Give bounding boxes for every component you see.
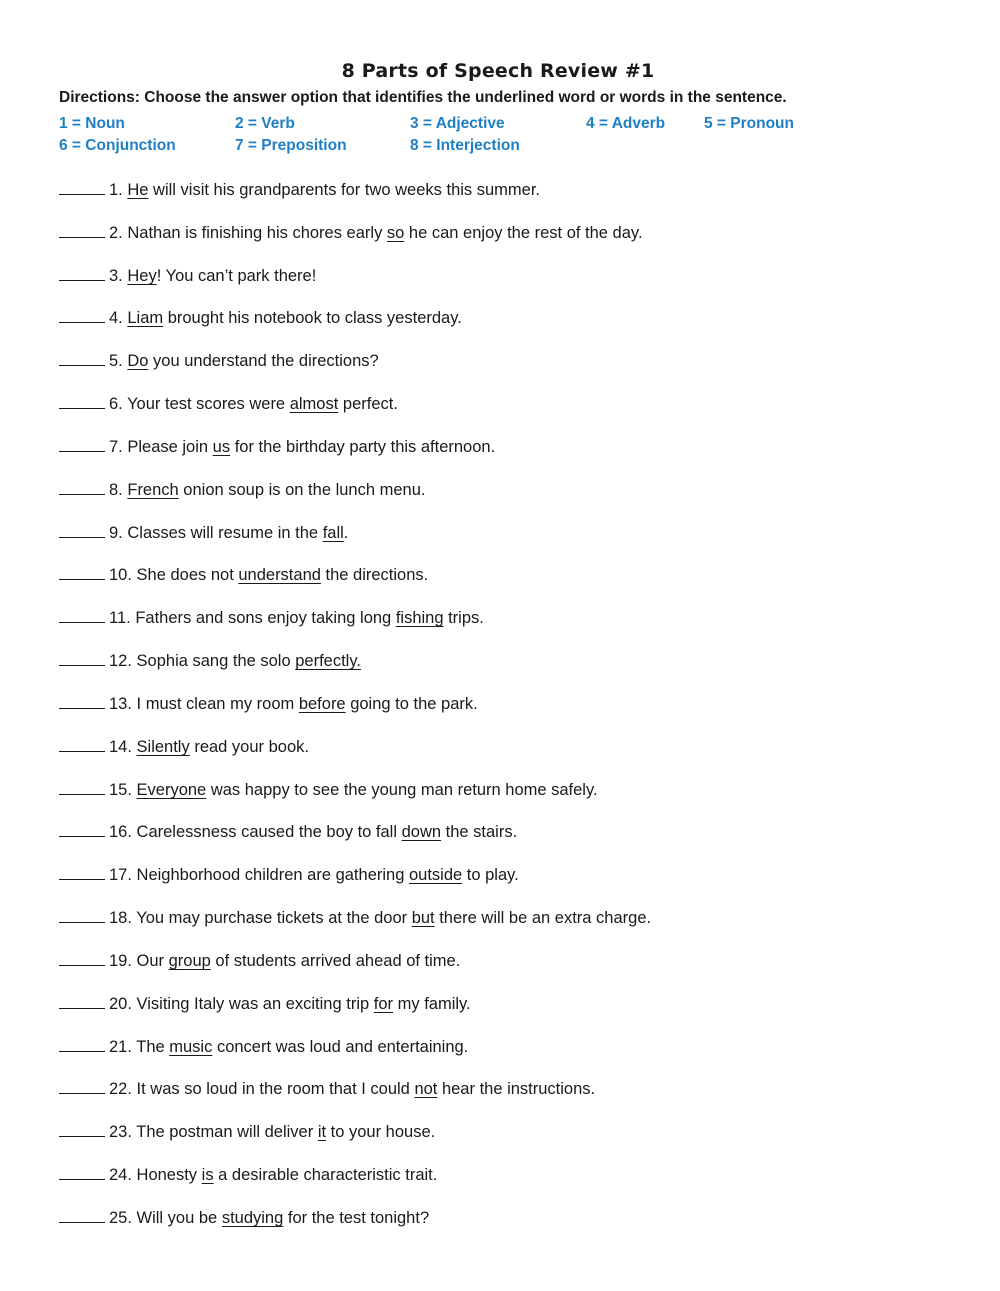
- question-text-after: will visit his grandparents for two weeks this summer.: [148, 181, 541, 199]
- question-text-after: read your book.: [189, 738, 309, 756]
- question-text-after: the stairs.: [441, 823, 518, 841]
- question-number: 15.: [109, 781, 132, 799]
- underlined-word: French: [127, 481, 179, 499]
- answer-blank[interactable]: [59, 693, 105, 709]
- underlined-word: Hey: [127, 267, 157, 285]
- question-item: [59, 222, 643, 243]
- question-text-before: She does not: [136, 566, 239, 584]
- question-number: 25.: [109, 1209, 132, 1227]
- question-text-after: for the test tonight?: [283, 1209, 430, 1227]
- question-text-after: he can enjoy the rest of the day.: [404, 224, 643, 242]
- question-text-after: my family.: [393, 995, 471, 1013]
- question-item: [59, 907, 651, 928]
- underlined-word: is: [201, 1166, 214, 1184]
- answer-blank[interactable]: [59, 564, 105, 580]
- legend-preposition: 7 = Preposition: [235, 137, 347, 154]
- question-number: 4.: [109, 309, 123, 327]
- underlined-word: before: [298, 695, 346, 713]
- question-item: [59, 650, 361, 671]
- question-item: [59, 607, 484, 628]
- question-text-before: Nathan is finishing his chores early: [127, 224, 387, 242]
- question-text-before: Our: [136, 952, 169, 970]
- question-text-before: The: [136, 1038, 170, 1056]
- underlined-word: understand: [238, 566, 321, 584]
- question-number: 8.: [109, 481, 123, 499]
- question-text-before: Fathers and sons enjoy taking long: [135, 609, 396, 627]
- answer-blank[interactable]: [59, 821, 105, 837]
- legend-pronoun: 5 = Pronoun: [704, 115, 794, 132]
- answer-blank[interactable]: [59, 350, 105, 366]
- question-text-after: trips.: [443, 609, 484, 627]
- question-text-after: concert was loud and entertaining.: [212, 1038, 469, 1056]
- legend-verb: 2 = Verb: [235, 115, 295, 132]
- underlined-word: for: [373, 995, 394, 1013]
- question-item: [59, 564, 428, 585]
- question-text-before: It was so loud in the room that I could: [136, 1080, 415, 1098]
- question-number: 16.: [109, 823, 132, 841]
- underlined-word: fall: [322, 524, 344, 542]
- question-number: 9.: [109, 524, 123, 542]
- question-item: [59, 864, 519, 885]
- question-number: 13.: [109, 695, 132, 713]
- underlined-word: He: [127, 181, 149, 199]
- question-number: 19.: [109, 952, 132, 970]
- question-number: 7.: [109, 438, 123, 456]
- answer-blank[interactable]: [59, 1036, 105, 1052]
- underlined-word: but: [411, 909, 435, 927]
- question-text-after: ! You can’t park there!: [156, 267, 317, 285]
- question-item: [59, 993, 471, 1014]
- answer-blank[interactable]: [59, 307, 105, 323]
- question-text-before: The postman will deliver: [136, 1123, 318, 1141]
- answer-blank[interactable]: [59, 607, 105, 623]
- question-item: [59, 1078, 595, 1099]
- question-number: 22.: [109, 1080, 132, 1098]
- underlined-word: almost: [289, 395, 339, 413]
- question-item: [59, 779, 598, 800]
- legend-interjection: 8 = Interjection: [410, 137, 520, 154]
- answer-blank[interactable]: [59, 179, 105, 195]
- underlined-word: group: [168, 952, 211, 970]
- answer-blank[interactable]: [59, 736, 105, 752]
- answer-blank[interactable]: [59, 779, 105, 795]
- underlined-word: not: [414, 1080, 438, 1098]
- question-item: [59, 950, 460, 971]
- question-number: 1.: [109, 181, 123, 199]
- underlined-word: studying: [221, 1209, 284, 1227]
- page-title: 8 Parts of Speech Review #1: [341, 60, 655, 82]
- question-number: 14.: [109, 738, 132, 756]
- underlined-word: music: [169, 1038, 213, 1056]
- answer-blank[interactable]: [59, 1078, 105, 1094]
- underlined-word: Do: [127, 352, 149, 370]
- question-number: 12.: [109, 652, 132, 670]
- question-text-before: Visiting Italy was an exciting trip: [136, 995, 374, 1013]
- question-text-after: a desirable characteristic trait.: [213, 1166, 438, 1184]
- question-text-before: I must clean my room: [136, 695, 299, 713]
- question-text-before: Neighborhood children are gathering: [136, 866, 409, 884]
- question-item: [59, 736, 309, 757]
- answer-blank[interactable]: [59, 1121, 105, 1137]
- question-text-before: Will you be: [136, 1209, 222, 1227]
- answer-blank[interactable]: [59, 479, 105, 495]
- answer-blank[interactable]: [59, 522, 105, 538]
- question-text-after: of students arrived ahead of time.: [210, 952, 461, 970]
- answer-blank[interactable]: [59, 993, 105, 1009]
- question-number: 23.: [109, 1123, 132, 1141]
- question-text-after: perfect.: [338, 395, 398, 413]
- question-item: [59, 1207, 429, 1228]
- question-item: [59, 436, 495, 457]
- underlined-word: us: [212, 438, 231, 456]
- question-item: [59, 522, 348, 543]
- question-item: [59, 307, 462, 328]
- question-number: 5.: [109, 352, 123, 370]
- answer-blank[interactable]: [59, 1164, 105, 1180]
- question-text-after: there will be an extra charge.: [434, 909, 652, 927]
- question-text-after: .: [343, 524, 349, 542]
- question-text-after: the directions.: [320, 566, 429, 584]
- question-text-before: Sophia sang the solo: [136, 652, 296, 670]
- question-number: 21.: [109, 1038, 132, 1056]
- answer-blank[interactable]: [59, 265, 105, 281]
- question-text-after: hear the instructions.: [437, 1080, 596, 1098]
- question-text-before: Please join: [127, 438, 213, 456]
- underlined-word: Liam: [127, 309, 164, 327]
- question-number: 6.: [109, 395, 123, 413]
- question-item: [59, 179, 540, 200]
- question-item: [59, 393, 398, 414]
- answer-blank[interactable]: [59, 436, 105, 452]
- question-text-after: was happy to see the young man return home safely.: [206, 781, 598, 799]
- legend-conjunction: 6 = Conjunction: [59, 137, 176, 154]
- question-item: [59, 1036, 468, 1057]
- answer-blank[interactable]: [59, 1207, 105, 1223]
- underlined-word: outside: [408, 866, 463, 884]
- underlined-word: fishing: [395, 609, 444, 627]
- legend-noun: 1 = Noun: [59, 115, 125, 132]
- question-number: 10.: [109, 566, 132, 584]
- answer-blank[interactable]: [59, 222, 105, 238]
- question-text-after: to play.: [462, 866, 519, 884]
- underlined-word: perfectly.: [295, 652, 361, 670]
- question-item: [59, 1164, 437, 1185]
- answer-blank[interactable]: [59, 950, 105, 966]
- question-number: 20.: [109, 995, 132, 1013]
- question-text-after: you understand the directions?: [148, 352, 379, 370]
- question-number: 24.: [109, 1166, 132, 1184]
- question-item: [59, 265, 316, 286]
- underlined-word: it: [317, 1123, 327, 1141]
- question-number: 18.: [109, 909, 132, 927]
- answer-blank[interactable]: [59, 650, 105, 666]
- answer-blank[interactable]: [59, 907, 105, 923]
- question-item: [59, 1121, 435, 1142]
- answer-blank[interactable]: [59, 864, 105, 880]
- legend-adjective: 3 = Adjective: [410, 115, 505, 132]
- question-text-after: for the birthday party this afternoon.: [230, 438, 496, 456]
- answer-blank[interactable]: [59, 393, 105, 409]
- question-item: [59, 693, 478, 714]
- directions-text: Directions: Choose the answer option that identifies the underlined word or words in the sentence.: [59, 89, 787, 106]
- question-number: 3.: [109, 267, 123, 285]
- underlined-word: so: [386, 224, 405, 242]
- question-item: [59, 350, 379, 371]
- question-text-after: going to the park.: [345, 695, 478, 713]
- question-number: 11.: [109, 609, 131, 627]
- question-text-before: Honesty: [136, 1166, 202, 1184]
- underlined-word: down: [401, 823, 442, 841]
- underlined-word: Silently: [136, 738, 190, 756]
- question-text-after: onion soup is on the lunch menu.: [178, 481, 426, 499]
- question-text-after: to your house.: [326, 1123, 436, 1141]
- question-text-after: brought his notebook to class yesterday.: [163, 309, 462, 327]
- underlined-word: Everyone: [136, 781, 207, 799]
- question-text-before: You may purchase tickets at the door: [136, 909, 412, 927]
- question-number: 17.: [109, 866, 132, 884]
- question-text-before: Your test scores were: [127, 395, 290, 413]
- question-number: 2.: [109, 224, 123, 242]
- question-text-before: Carelessness caused the boy to fall: [136, 823, 402, 841]
- question-text-before: Classes will resume in the: [127, 524, 323, 542]
- question-item: [59, 821, 517, 842]
- legend-adverb: 4 = Adverb: [586, 115, 666, 132]
- question-item: [59, 479, 425, 500]
